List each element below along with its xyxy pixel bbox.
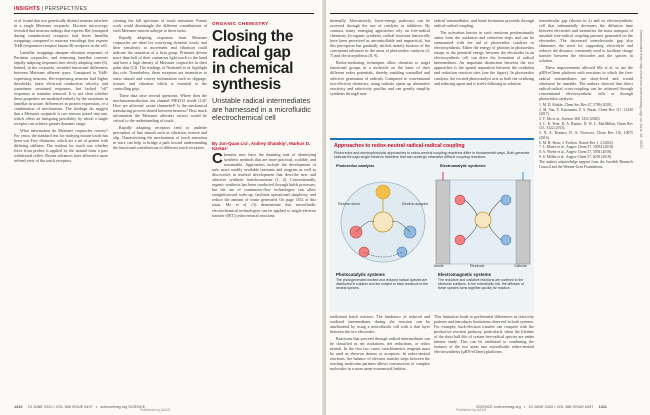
header-rule	[330, 13, 638, 14]
article-column-3b	[434, 314, 534, 398]
paragraph: creating the full spectrum of touch sensation. Future work could disentangle the different contributions of each Meissner neuron subtype to these tasks.	[113, 18, 207, 34]
page-number: 1310	[14, 405, 23, 409]
reference: 3. Y. Mo et al., Science 368, 1352 (2020).	[539, 116, 601, 121]
cathode-label: Cathode	[514, 264, 527, 268]
drop-cap: C	[212, 152, 223, 167]
cap-left-text: The photogenerated excited and reduced radical species are distributed in solution and are subject to back reactions to the neutral species.	[336, 278, 428, 290]
references-list	[539, 103, 633, 160]
paragraph: Redox-mediating techniques allow chemists to target functional groups in a molecule on the basis of their different redox potentials, thereby enabling controlled and selective generation of radicals. Compared to conventional two-electron chemistry, using radicals opens up alternative reactivity and selectivity profiles and can greatly simplify synthesis through non-	[330, 60, 430, 96]
article-deck: Unstable radical intermediates are harnessed in a microfluidic electrochemical cell	[212, 96, 311, 123]
article-column-1	[212, 152, 316, 398]
lp-column-1	[14, 18, 108, 398]
paragraph: thermally. Alternatively, lower-energy pathways can be accessed through the use of catalysts or additives. By contrast, many emerging approaches rely on free-radical chemistry. In organic synthesis, radical reactions historically have been perceived as uncontrollable and impractical, but this perception has gradually shifted, mainly because of the conceptual advances in the areas of photoredox catalysis (4, 7) and electrosynthesis (8, 9).	[330, 18, 430, 59]
paragraph-text: hemists now have the daunting task of identifying synthetic methods that are more practical, scalable, and sustainable. Approaches include the development of safe, more readily available reactants and reagents as well as discoveries in method development that describe new and selective synthetic transformations (1, 2). Conventionally, organic synthesis has been conducted through batch processes, but the use of continuous-flow technologies can allow straightforward scale-up, facilitate operational simplicity, and reduce the amount of waste generated. On page 1352 of this issue, Mo et al. (3) demonstrate that microfluidic electrochemical technologies can be applied to single-electron transfer (SET) redox-neutral reactions.	[212, 152, 316, 218]
reference: 8. A. Wiebe et al., Angew Chem 57, 5594 (2018).	[539, 150, 613, 155]
article-column-4	[539, 18, 633, 398]
panel-left-label: Photoredox catalysis	[336, 164, 375, 168]
paragraph: et al. found that two genetically distinct neurons interfere in a single Meissner corpuscle. Electron microscopy revealed that neurons endings that express Ret (encapsed during transduction) receptors had fewer lamellar wrappings compared to neurons encodings that express TrkB (responsive receptor kinase B) receptors in the cell.	[14, 18, 108, 49]
reference: 9. S. Möhle et al., Angew Chem 57, 6018 (2018).	[539, 155, 612, 160]
photoredox-diagram	[334, 170, 432, 268]
panel-right-label: Electroanalytic synthesis	[440, 164, 486, 168]
lp-column-2	[113, 18, 207, 398]
acceptor-label: Electron acceptor	[402, 202, 429, 206]
title-line: radical gap	[212, 44, 291, 61]
cap-right-text: The reductive and oxidative reactions are confined to the electrode surfaces. In the microfluidic cell, the diffusion of these species turns together quickly for reaction.	[438, 278, 524, 290]
cap-left-title: Photocatalytic systems	[336, 272, 385, 277]
paragraph: This limitation leads to preferential differences in reactivity patterns and introduces limitations observed in both systems. For example, back-electron transfer can compete with the productive reaction pathway, particularly when the lifetime of the short half-life of certain free-radical species are under intense study. This can be attributed to combining the features of the two areas into microfluidic redox-neutral electrosynthesis (µRN-eChem) platforms.	[434, 314, 534, 355]
footer-space: •	[521, 405, 528, 409]
reference: 1. M. D. Kärkäs, Chem Soc Rev 47, 5786 (2018).	[539, 102, 613, 107]
section-label: INSIGHTS	[14, 6, 41, 12]
paragraph: termolecular gap (shown in 2) and its electrosynthetic cell that substantially decreases the diffusion time between electrodes and intensifies the mass transport of unstable free-radical coupling partners generated on the electrodes. The decreased interelectrode gap also eliminates the need for supporting electrolyte and reduces the distance, commonly used to facilitate charge transfer between the electrodes and the species in solution.	[539, 18, 633, 64]
cap-right-title: Electromagnetic systems	[438, 272, 491, 277]
paragraph: traditional batch reactors. The hindrance of reduced and oxidized intermediates during the reaction can be ameliorated by using a microfluidic cell with a thin layer between the two electrodes.	[330, 314, 430, 335]
page-number: 1311	[598, 405, 607, 409]
article-title	[212, 29, 320, 93]
article-column-3	[434, 18, 534, 133]
journal-name: sciencemag.org SCIENCE	[100, 405, 146, 409]
article-tag: ORGANIC CHEMISTRY	[212, 21, 269, 26]
donor-label: Electron donor	[338, 202, 361, 206]
paragraph: These data raise several questions. Where does the mechanotransduction ion channel PIEZO2 reside (14)? How are afferents' axons channeled? Is the mechanical transducing process shared between neurons? How much information the Meissner afferents extract would be critical to the understanding of touch.	[113, 92, 207, 123]
page-header	[14, 6, 87, 12]
paragraph	[212, 152, 316, 218]
reference: 6. M. H. Shaw, J. Twilton, Nature Rev 1, 4 (2016).	[539, 140, 614, 145]
left-page	[0, 0, 324, 415]
article-column-2b	[330, 314, 430, 398]
paragraph: Rapidly adapting responses from Meissner corpuscles are ideal for conveying dynamic touch, and their sensitivity to movement and vibration could indicate the sensation of a firm grasp. Primates devote more than half of their cutaneous light touch to the hand and have a high density of Meissner corpuscles in their palm skin (13). The findings of Neubarth et al. highlight this role. Nonetheless, these receptors are insensitive to static stimuli and convey information such as slippage, texture, and vibration which is essential to the controlling grip.	[113, 35, 207, 91]
article-byline: By Jun-Quan Liu¹, Andrey Shatskiy¹, Markus D. Kärkäs¹	[212, 141, 311, 151]
title-line: in chemical	[212, 60, 294, 77]
paragraph: Lamellar wrappings dampen vibration responses of Pacinian corpuscles, and removing lamellae converts rapidly adapting responses into slowly adapting ones (6). Indeed, in the corpuscle, revealed functional differences between Meissner afferent types. Compared to TrkB-expressing neurons, Ret-expressing neurons had higher thresholds, faster electrical conduction velocity, and sometimes sustained responses, but lacked "off" responses to stimulus removal. It is not clear whether these properties are mediated entirely by the variations in lamellar structure, differences in protein expression, or a combination of mechanisms. The findings do suggest that a Meissner corpuscle is two sensors joined into one, which offers an intriguing possibility by which a single receptor can achieve greater dynamic range.	[14, 50, 108, 126]
paragraph: The activation barrier in such reactions predominantly stems from the oxidation and reduction steps and can be surmounted with the aid of photoredox catalysts or electrosynthesis. Either the energy of photons in photoredox setups or the potential energy between the electrodes in an electrosynthetic cell can drive the formation of radical intermediates. An important distinction between the two approaches is the spatial separation between the oxidation and reduction reaction sites (see the figure). In photoredox catalysis, the excited photocatalyst acts as both the oxidizing and reducing agent and is freely diffusing in solution.	[434, 30, 534, 86]
journal-name: SCIENCE sciencemag.org	[476, 405, 521, 409]
issue-info: 19 JUNE 2020 • VOL 368 ISSUE 6497	[27, 405, 93, 409]
figure-box	[330, 138, 534, 312]
paragraph: Rapidly adapting receptors tend to underlie perception of fine stimuli such as vibration, texture and slip. Characterizing the mechanisms of touch sensation in mice can help to bridge a path toward understanding the functional contributions of different touch receptors.	[113, 124, 207, 151]
figure-title: Approaches to redox-neutral radical-radical coupling	[334, 143, 465, 149]
footer-space: •	[93, 405, 100, 409]
header-rule	[14, 13, 314, 14]
right-page	[326, 0, 650, 415]
issue-info: 19 JUNE 2020 • VOL 368 ISSUE 6497	[528, 405, 594, 409]
header-divider: |	[41, 6, 46, 12]
paragraph: What information do Meissner corpuscles convey? For years, the standard test for studying mouse touch has been von Frey filaments, which are a set of probes with differing stiffness. The readout for touch was whether force from probes is applied by the animal from a paw withdrawal reflex. Recent advances have allowed a more refined view of the touch receptors.	[14, 127, 108, 164]
footer-space	[594, 405, 597, 409]
title-line: Closing the	[212, 28, 294, 45]
left-footer	[14, 405, 145, 409]
figure-deck: Photoredox and electrophotolytic approaches to redox-neutral coupling reactions differ in fundamental ways. Both generate radicals through single electron transfers that can undergo otherwise difficult coupling reactions.	[334, 151, 530, 160]
reference: 7. L. Marzo et al., Angew Chem 57, 10034 (2018).	[539, 145, 614, 150]
paragraph: These improvements allowed Mo et al. to use the µRN-eChem platform with reactions in which the free-radical intermediates are short-lived and would otherwise be unstable. The authors showed that direct radical-radical cross-coupling can be achieved through conventional electrosynthetic cells or through photoredox catalysis.	[539, 65, 633, 101]
title-line: synthesis	[212, 76, 281, 93]
paragraph: Reactions that proceed through radical intermediates can be classified as net oxidations, net reductions, or redox neutral. In the first two cases, stoichiometric reagents must be used as electron donors or acceptors. In redox-neutral reactions, the balance of electron transfer steps between the reacting molecular partners allows construction of complex molecules in a more atom-economical fashion.	[330, 336, 430, 372]
publisher-note: Published by AAAS	[456, 408, 487, 412]
download-note: Downloaded from http://science.sciencemag.org/ on June 18, 2020	[639, 30, 644, 149]
reference: 5. N. A. Romero, D. A. Nicewicz, Chem Rev 116, 10075 (2016).	[539, 131, 633, 140]
publisher-note: Published by AAAS	[140, 408, 171, 412]
article-column-2	[330, 18, 430, 133]
acknowledgments: The authors acknowledge support from the Swedish Research Council and the Wenner-Gren Foundations.	[539, 160, 633, 169]
paragraph: radical intermediates, and bond formation proceeds through radical-radical coupling.	[434, 18, 534, 29]
electrode-label: Electrode	[470, 264, 485, 268]
footer-space	[24, 405, 27, 409]
section-kind: PERSPECTIVES	[45, 6, 87, 12]
reference: 2. M. Yan, Y. Kawamata, P. S. Baran, Chem Rev 117, 13230 (2017).	[539, 107, 633, 117]
electrosynthesis-diagram	[434, 170, 532, 268]
right-footer	[476, 405, 607, 409]
anode-label: Anode	[434, 264, 444, 268]
reference: 4. C. K. Prier, D. A. Rankic, D. W. C. MacMillan, Chem Rev 113, 5322 (2013).	[539, 121, 633, 131]
